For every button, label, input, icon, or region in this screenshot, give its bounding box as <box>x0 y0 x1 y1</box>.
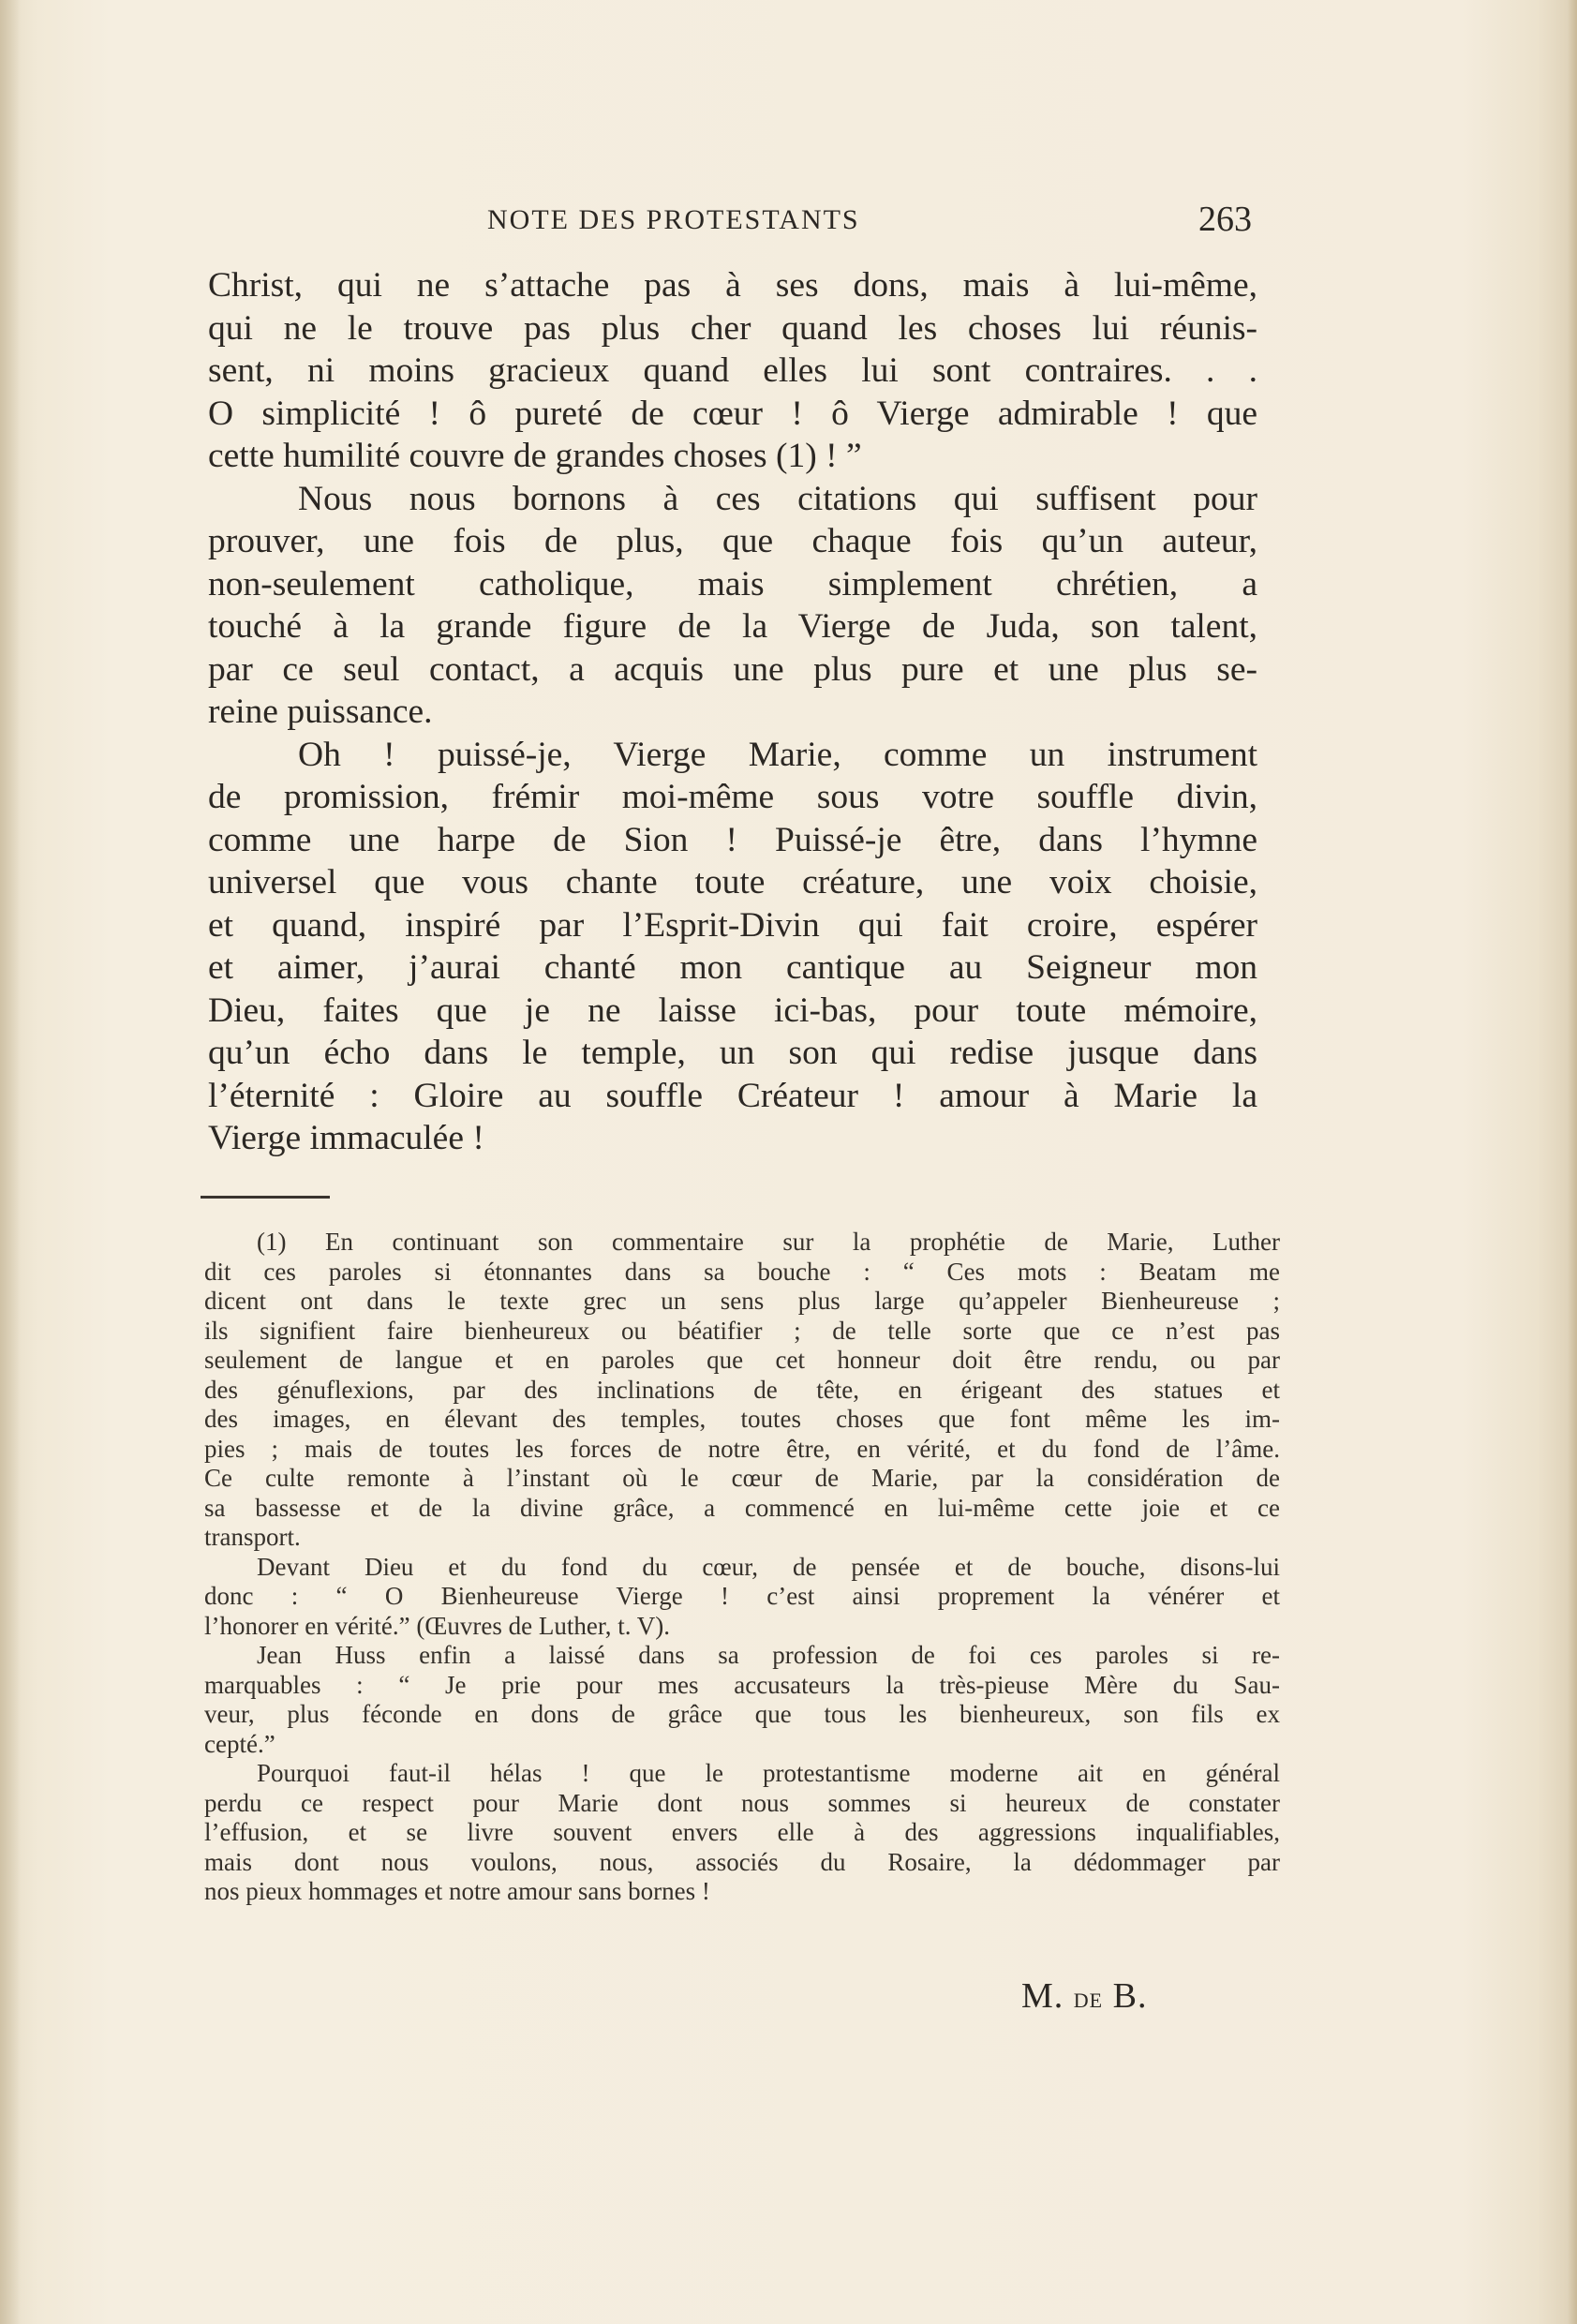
footnote-line: marquables : “ Je prie pour mes accusateurs la très-pieuse Mère du Sau- <box>204 1670 1280 1699</box>
footnote-line: des images, en élevant des temples, toutes choses que font même les im- <box>204 1405 1280 1433</box>
page-edge <box>1568 0 1577 2324</box>
footnote-line: pies ; mais de toutes les forces de notre être, en vérité, et du fond de l’âme. <box>204 1434 1280 1463</box>
signature-name: B. <box>1112 1976 1148 2016</box>
footnote-line: mais dont nous voulons, nous, associés du Rosaire, la dédommager par <box>204 1847 1280 1876</box>
text-line: qu’un écho dans le temple, un son qui redise jusque dans <box>208 1034 1257 1072</box>
text-line: reine puissance. <box>208 693 433 731</box>
text-line: qui ne le trouve pas plus cher quand les choses lui réunis- <box>208 308 1257 348</box>
footnote-line: l’effusion, et se livre souvent envers elle à des aggressions inqualifiables, <box>204 1818 1280 1846</box>
text-line: Vierge immaculée ! <box>208 1119 484 1157</box>
page-header <box>487 199 1256 246</box>
text-line: O simplicité ! ô pureté de cœur ! ô Vierge admirable ! que <box>208 394 1257 433</box>
text-line: et quand, inspiré par l’Esprit-Divin qui fait croire, espérer <box>208 905 1257 945</box>
footnote-line: Jean Huss enfin a laissé dans sa profession de foi ces paroles si re- <box>257 1641 1280 1669</box>
footnote-line: Pourquoi faut-il hélas ! que le protestantisme moderne ait en général <box>257 1759 1280 1787</box>
paragraph-3 <box>208 734 1257 1160</box>
footnote-line: (1) En continuant son commentaire sur la prophétie de Marie, Luther <box>257 1228 1280 1256</box>
author-signature <box>1021 1975 1147 2017</box>
footnote-line: l’honorer en vérité.” (Œuvres de Luther, t. V). <box>204 1611 670 1640</box>
text-line: universel que vous chante toute créature, une voix choisie, <box>208 863 1257 901</box>
text-line: de promission, frémir moi-même sous votre souffle divin, <box>208 778 1257 816</box>
footnote-line: dicent ont dans le texte grec un sens plus large qu’appeler Bienheureuse ; <box>204 1287 1280 1315</box>
text-line: et aimer, j’aurai chanté mon cantique au Seigneur mon <box>208 948 1257 987</box>
footnote-2 <box>204 1553 1280 1642</box>
text-line: Oh ! puissé-je, Vierge Marie, comme un instrument <box>298 735 1257 774</box>
footnote-line: ils signifient faire bienheureux ou béatifier ; de telle sorte que ce n’est pas <box>204 1316 1280 1345</box>
footnote-1 <box>204 1228 1280 1553</box>
footnote-line: nos pieux hommages et notre amour sans bornes ! <box>204 1877 710 1905</box>
text-line: comme une harpe de Sion ! Puissé-je être, dans l’hymne <box>208 820 1257 859</box>
text-line: Nous nous bornons à ces citations qui suffisent pour <box>298 479 1257 518</box>
footnotes <box>204 1228 1280 1907</box>
page-number: 263 <box>1198 200 1252 239</box>
text-line: par ce seul contact, a acquis une plus pure et une plus se- <box>208 649 1257 689</box>
footnote-rule <box>201 1196 330 1199</box>
footnote-line: transport. <box>204 1523 301 1551</box>
running-head: NOTE DES PROTESTANTS <box>487 204 860 235</box>
footnote-line: veur, plus féconde en dons de grâce que tous les bienheureux, son fils ex <box>204 1700 1280 1728</box>
footnote-4 <box>204 1759 1280 1907</box>
text-line: prouver, une fois de plus, que chaque fois qu’un auteur, <box>208 522 1257 560</box>
footnote-line: Ce culte remonte à l’instant où le cœur de Marie, par la considération de <box>204 1464 1280 1492</box>
footnote-line: Devant Dieu et du fond du cœur, de pensée et de bouche, disons-lui <box>257 1552 1280 1581</box>
footnote-line: sa bassesse et de la divine grâce, a commencé en lui-même cette joie et ce <box>204 1493 1280 1522</box>
signature-initial: M. <box>1021 1976 1064 2016</box>
text-line: non-seulement catholique, mais simplement chrétien, a <box>208 564 1257 603</box>
text-line: l’éternité : Gloire au souffle Créateur ! amour à Marie la <box>208 1076 1257 1115</box>
footnote-3 <box>204 1641 1280 1759</box>
text-line: Christ, qui ne s’attache pas à ses dons, mais à lui-même, <box>208 266 1257 305</box>
footnote-line: donc : “ O Bienheureuse Vierge ! c’est ainsi proprement la vénérer et <box>204 1582 1280 1610</box>
footnote-line: seulement de langue et en paroles que cet honneur doit être rendu, ou par <box>204 1346 1280 1374</box>
footnote-line: cepté.” <box>204 1729 275 1758</box>
text-line: touché à la grande figure de la Vierge de Juda, son talent, <box>208 607 1257 646</box>
signature-particle: de <box>1073 1980 1104 2014</box>
footnote-line: dit ces paroles si étonnantes dans sa bouche : “ Ces mots : Beatam me <box>204 1257 1280 1286</box>
text-line: sent, ni moins gracieux quand elles lui sont contraires. . . <box>208 351 1257 390</box>
gutter-shadow <box>0 0 21 2324</box>
paragraph-2 <box>208 478 1257 734</box>
text-line: cette humilité couvre de grandes choses (1) ! ” <box>208 437 862 475</box>
text-line: Dieu, faites que je ne laisse ici-bas, pour toute mémoire, <box>208 991 1257 1030</box>
footnote-line: perdu ce respect pour Marie dont nous sommes si heureux de constater <box>204 1788 1280 1817</box>
footnote-line: des génuflexions, par des inclinations de tête, en érigeant des statues et <box>204 1375 1280 1404</box>
main-text <box>208 264 1257 1160</box>
paragraph-1 <box>208 264 1257 478</box>
